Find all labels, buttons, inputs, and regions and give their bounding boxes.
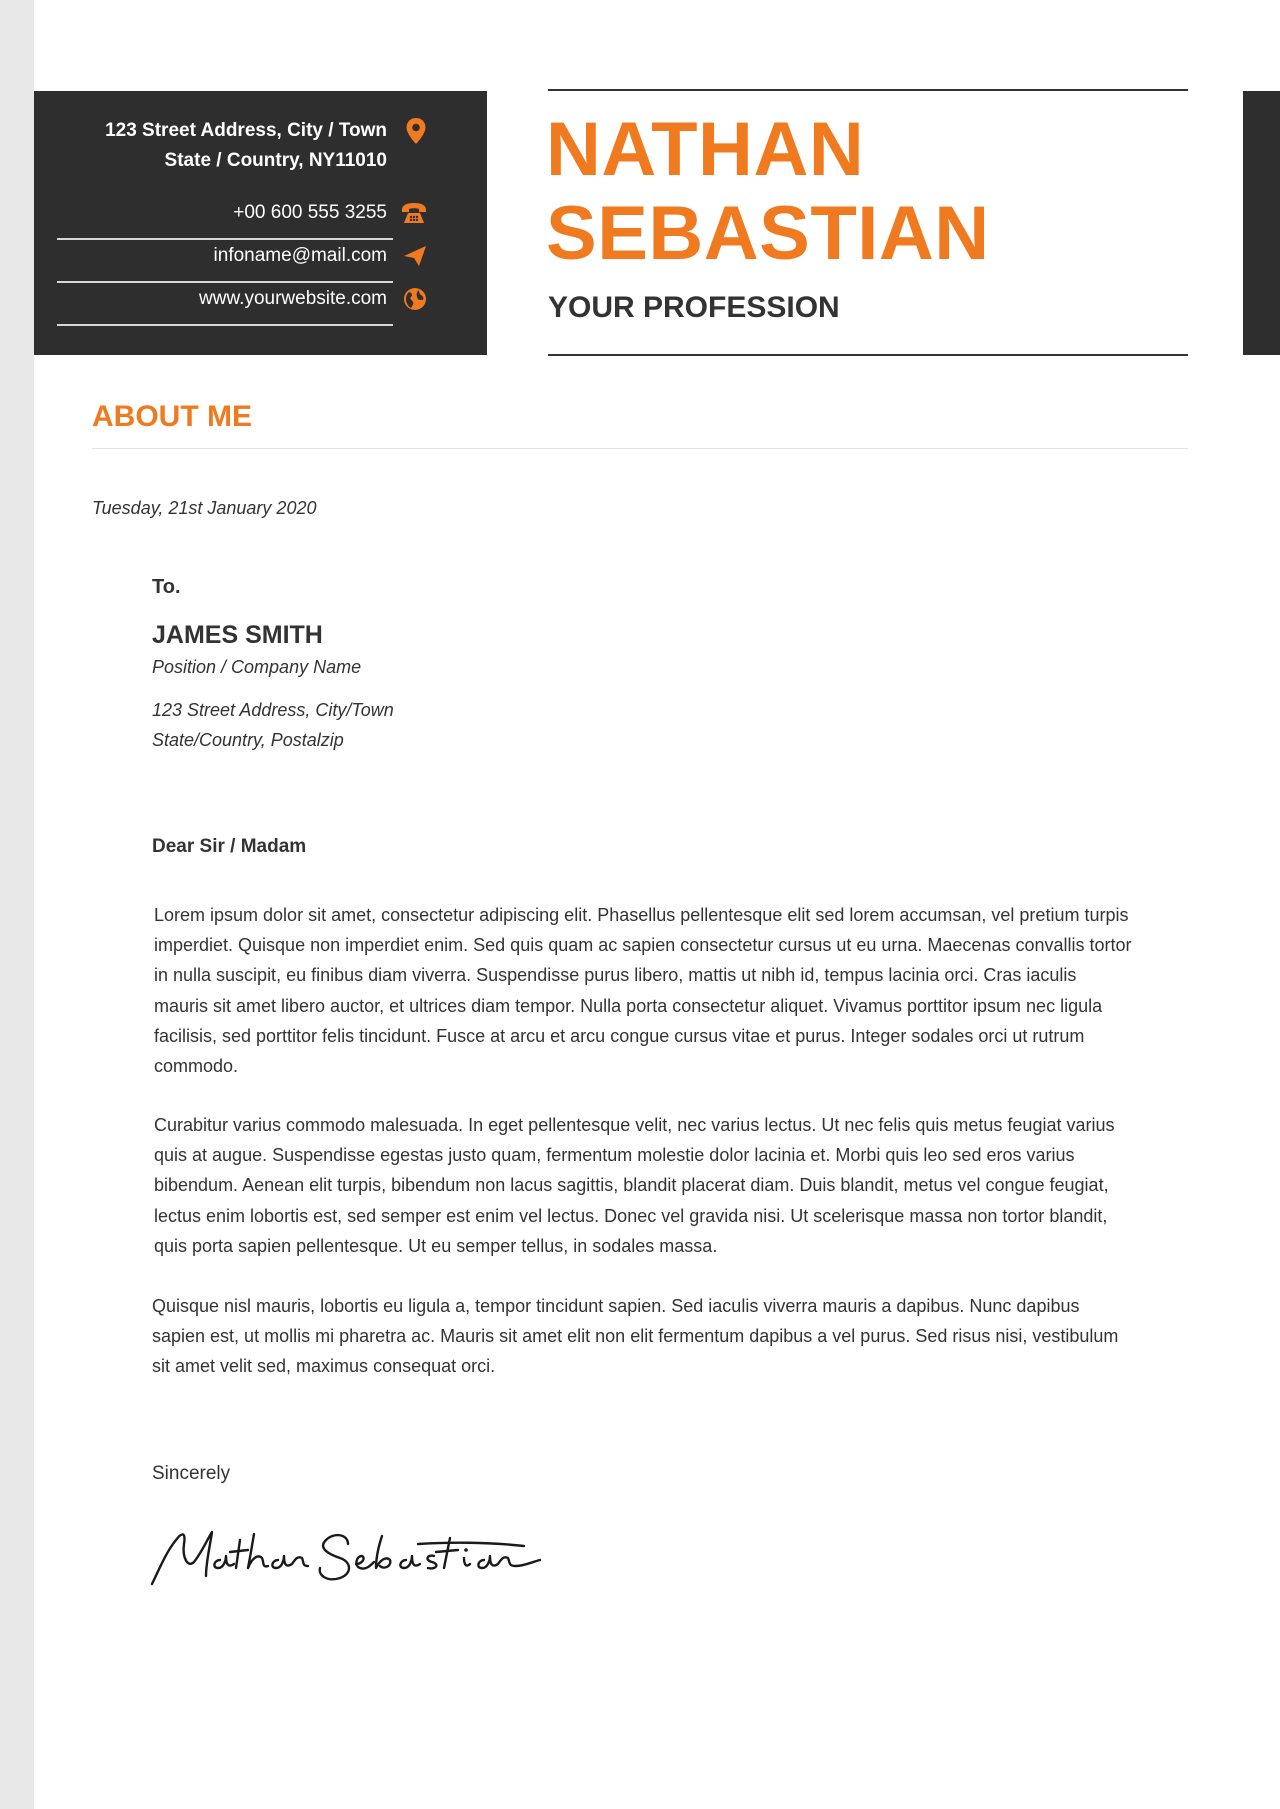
contact-divider	[57, 281, 393, 283]
name-top-rule	[548, 89, 1188, 91]
left-side-strip	[0, 0, 34, 1809]
body-paragraph-3: Quisque nisl mauris, lobortis eu ligula a, tempor tincidunt sapien. Sed iaculis viverra mauris a dapibus. Nunc dapibus sapien est, ut mollis mi pharetra ac. Mauris sit amet elit non elit fermentum dapibus a vel purus. Sed risus nisi, vestibulum sit amet velit sed, maximus consequat orci.	[152, 1296, 1119, 1377]
section-title: ABOUT ME	[92, 400, 252, 433]
right-accent-bar	[1243, 91, 1280, 355]
website-row	[57, 284, 427, 314]
email-row	[57, 241, 427, 271]
phone-icon	[387, 198, 427, 228]
contact-divider	[57, 238, 393, 240]
to-label: To.	[152, 576, 181, 598]
address-line-1-row	[57, 116, 427, 146]
phone-row	[57, 198, 427, 228]
handwritten-signature	[148, 1522, 548, 1592]
body-paragraph-1: Lorem ipsum dolor sit amet, consectetur adipiscing elit. Phasellus pellentesque elit sed lorem accumsan, vel pretium turpis imperdiet. Quisque non imperdiet enim. Sed quis quam ac sapien consectetur cursus ut eu urna. Maecenas convallis tortor in nulla suscipit, eu finibus diam viverra. Suspendisse purus libero, mattis ut nibh id, tempus lacinia orci. Cras iaculis mauris sit amet libero auctor, et ultrices diam tempor. Nulla porta consectetur aliquet. Vivamus porttitor ipsum nec ligula facilisis, sed porttitor felis tincidunt. Fusce at arcu et arcu congue cursus vitae et purus. Integer sodales orci ut rutrum commodo.	[154, 905, 1132, 1077]
address-line-2-row	[57, 146, 427, 176]
letter-date: Tuesday, 21st January 2020	[92, 498, 317, 518]
first-name: NATHAN	[546, 107, 865, 192]
name-bottom-rule	[548, 354, 1188, 356]
contact-divider	[57, 324, 393, 326]
recipient-address-line-2: State/Country, Postalzip	[152, 730, 344, 750]
last-name: SEBASTIAN	[546, 191, 990, 276]
email-address: infoname@mail.com	[213, 245, 387, 266]
globe-icon	[387, 284, 427, 314]
body-paragraph-2: Curabitur varius commodo malesuada. In eget pellentesque velit, nec varius lectus. Ut nec felis quis metus feugiat varius quis at augue. Suspendisse egestas justo quam, fermentum molestie dolor lacinia et. Morbi quis leo sed eros varius bibendum. Aenean elit turpis, bibendum non lacus sagittis, blandit placerat diam. Duis blandit, metus vel congue feugiat, lectus enim lobortis est, sed semper est enim vel lectus. Donec vel gravida nisi. Ut scelerisque massa non tortor blandit, quis porta sapien pellentesque. Ut eu semper tellus, in sodales massa.	[154, 1115, 1115, 1256]
recipient-address-line-1: 123 Street Address, City/Town	[152, 700, 394, 720]
profession-title: YOUR PROFESSION	[548, 291, 840, 324]
section-divider	[92, 448, 1188, 449]
recipient-name: JAMES SMITH	[152, 621, 323, 649]
recipient-position: Position / Company Name	[152, 657, 362, 677]
closing: Sincerely	[152, 1463, 231, 1484]
candidate-name	[546, 108, 990, 276]
website-url: www.yourwebsite.com	[199, 288, 387, 309]
address-line-2: State / Country, NY11010	[164, 150, 387, 171]
location-pin-icon	[387, 116, 427, 146]
address-line-1: 123 Street Address, City / Town	[105, 120, 387, 141]
phone-number: +00 600 555 3255	[233, 202, 387, 223]
paper-plane-icon	[387, 241, 427, 271]
salutation: Dear Sir / Madam	[152, 836, 307, 857]
